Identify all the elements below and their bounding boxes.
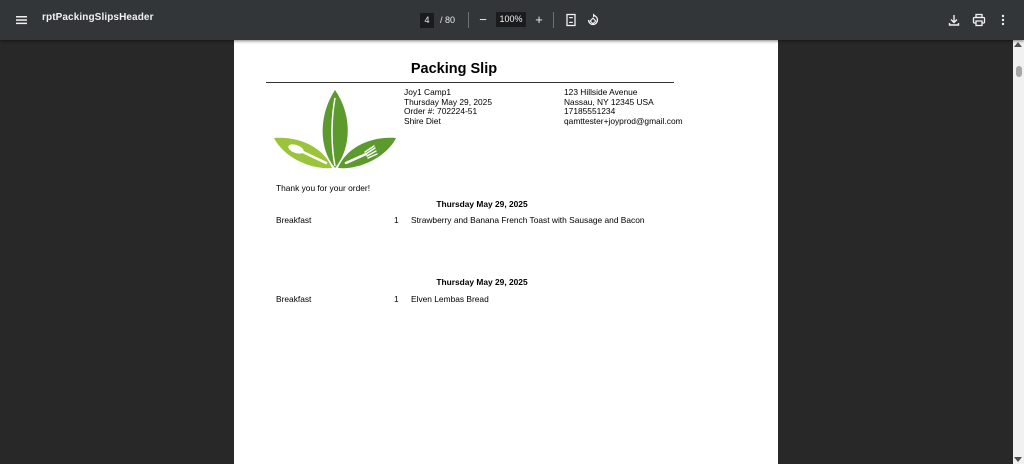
zoom-out-button[interactable]: − [479, 12, 487, 27]
download-icon[interactable] [946, 12, 962, 28]
diet-name: Shire Diet [404, 115, 441, 126]
scroll-down-arrow-icon[interactable] [1014, 457, 1022, 462]
company-logo [274, 86, 396, 170]
rotate-icon[interactable] [585, 12, 601, 28]
item-quantity: 1 [394, 294, 399, 304]
meal-type: Breakfast [276, 294, 312, 304]
zoom-level-input[interactable]: 100% [496, 12, 526, 27]
more-icon[interactable] [995, 12, 1011, 28]
scroll-up-arrow-icon[interactable] [1014, 42, 1022, 47]
customer-name: Joy1 Camp1 [404, 87, 452, 97]
pdf-toolbar [0, 0, 1024, 40]
document-title: rptPackingSlipsHeader [42, 12, 154, 23]
page-navigator [420, 12, 455, 28]
vertical-scrollbar[interactable] [1013, 40, 1024, 464]
delivery-date-heading: Thursday May 29, 2025 [436, 199, 528, 209]
packing-slip-title: Packing Slip [410, 61, 498, 77]
order-number: Order #: 702224-51 [404, 106, 478, 117]
zoom-in-button[interactable]: + [535, 12, 543, 27]
shipping-info [564, 88, 683, 126]
item-name: Elven Lembas Bread [411, 294, 489, 304]
print-icon[interactable] [971, 12, 987, 28]
scrollbar-thumb[interactable] [1016, 66, 1022, 77]
toolbar-divider [468, 12, 469, 28]
pdf-page [234, 40, 778, 464]
page-number-input[interactable]: 4 [420, 13, 434, 28]
thank-you-message: Thank you for your order! [276, 183, 371, 193]
city-state-zip: Nassau, NY 12345 USA [564, 96, 654, 107]
order-date: Thursday May 29, 2025 [404, 96, 492, 107]
delivery-date-heading: Thursday May 29, 2025 [436, 277, 528, 287]
item-name: Strawberry and Banana French Toast with Sausage and Bacon [411, 215, 645, 225]
menu-icon[interactable] [14, 12, 30, 28]
customer-info [404, 88, 492, 126]
fit-page-icon[interactable] [563, 12, 579, 28]
meal-type: Breakfast [276, 215, 312, 225]
street-address: 123 Hillside Avenue [564, 87, 638, 97]
item-quantity: 1 [394, 215, 399, 225]
page-total: / 80 [440, 15, 456, 25]
title-underline [266, 82, 674, 83]
phone-number: 17185551234 [564, 106, 616, 117]
email-address: qamttester+joyprod@gmail.com [564, 115, 683, 126]
toolbar-divider [553, 12, 554, 28]
